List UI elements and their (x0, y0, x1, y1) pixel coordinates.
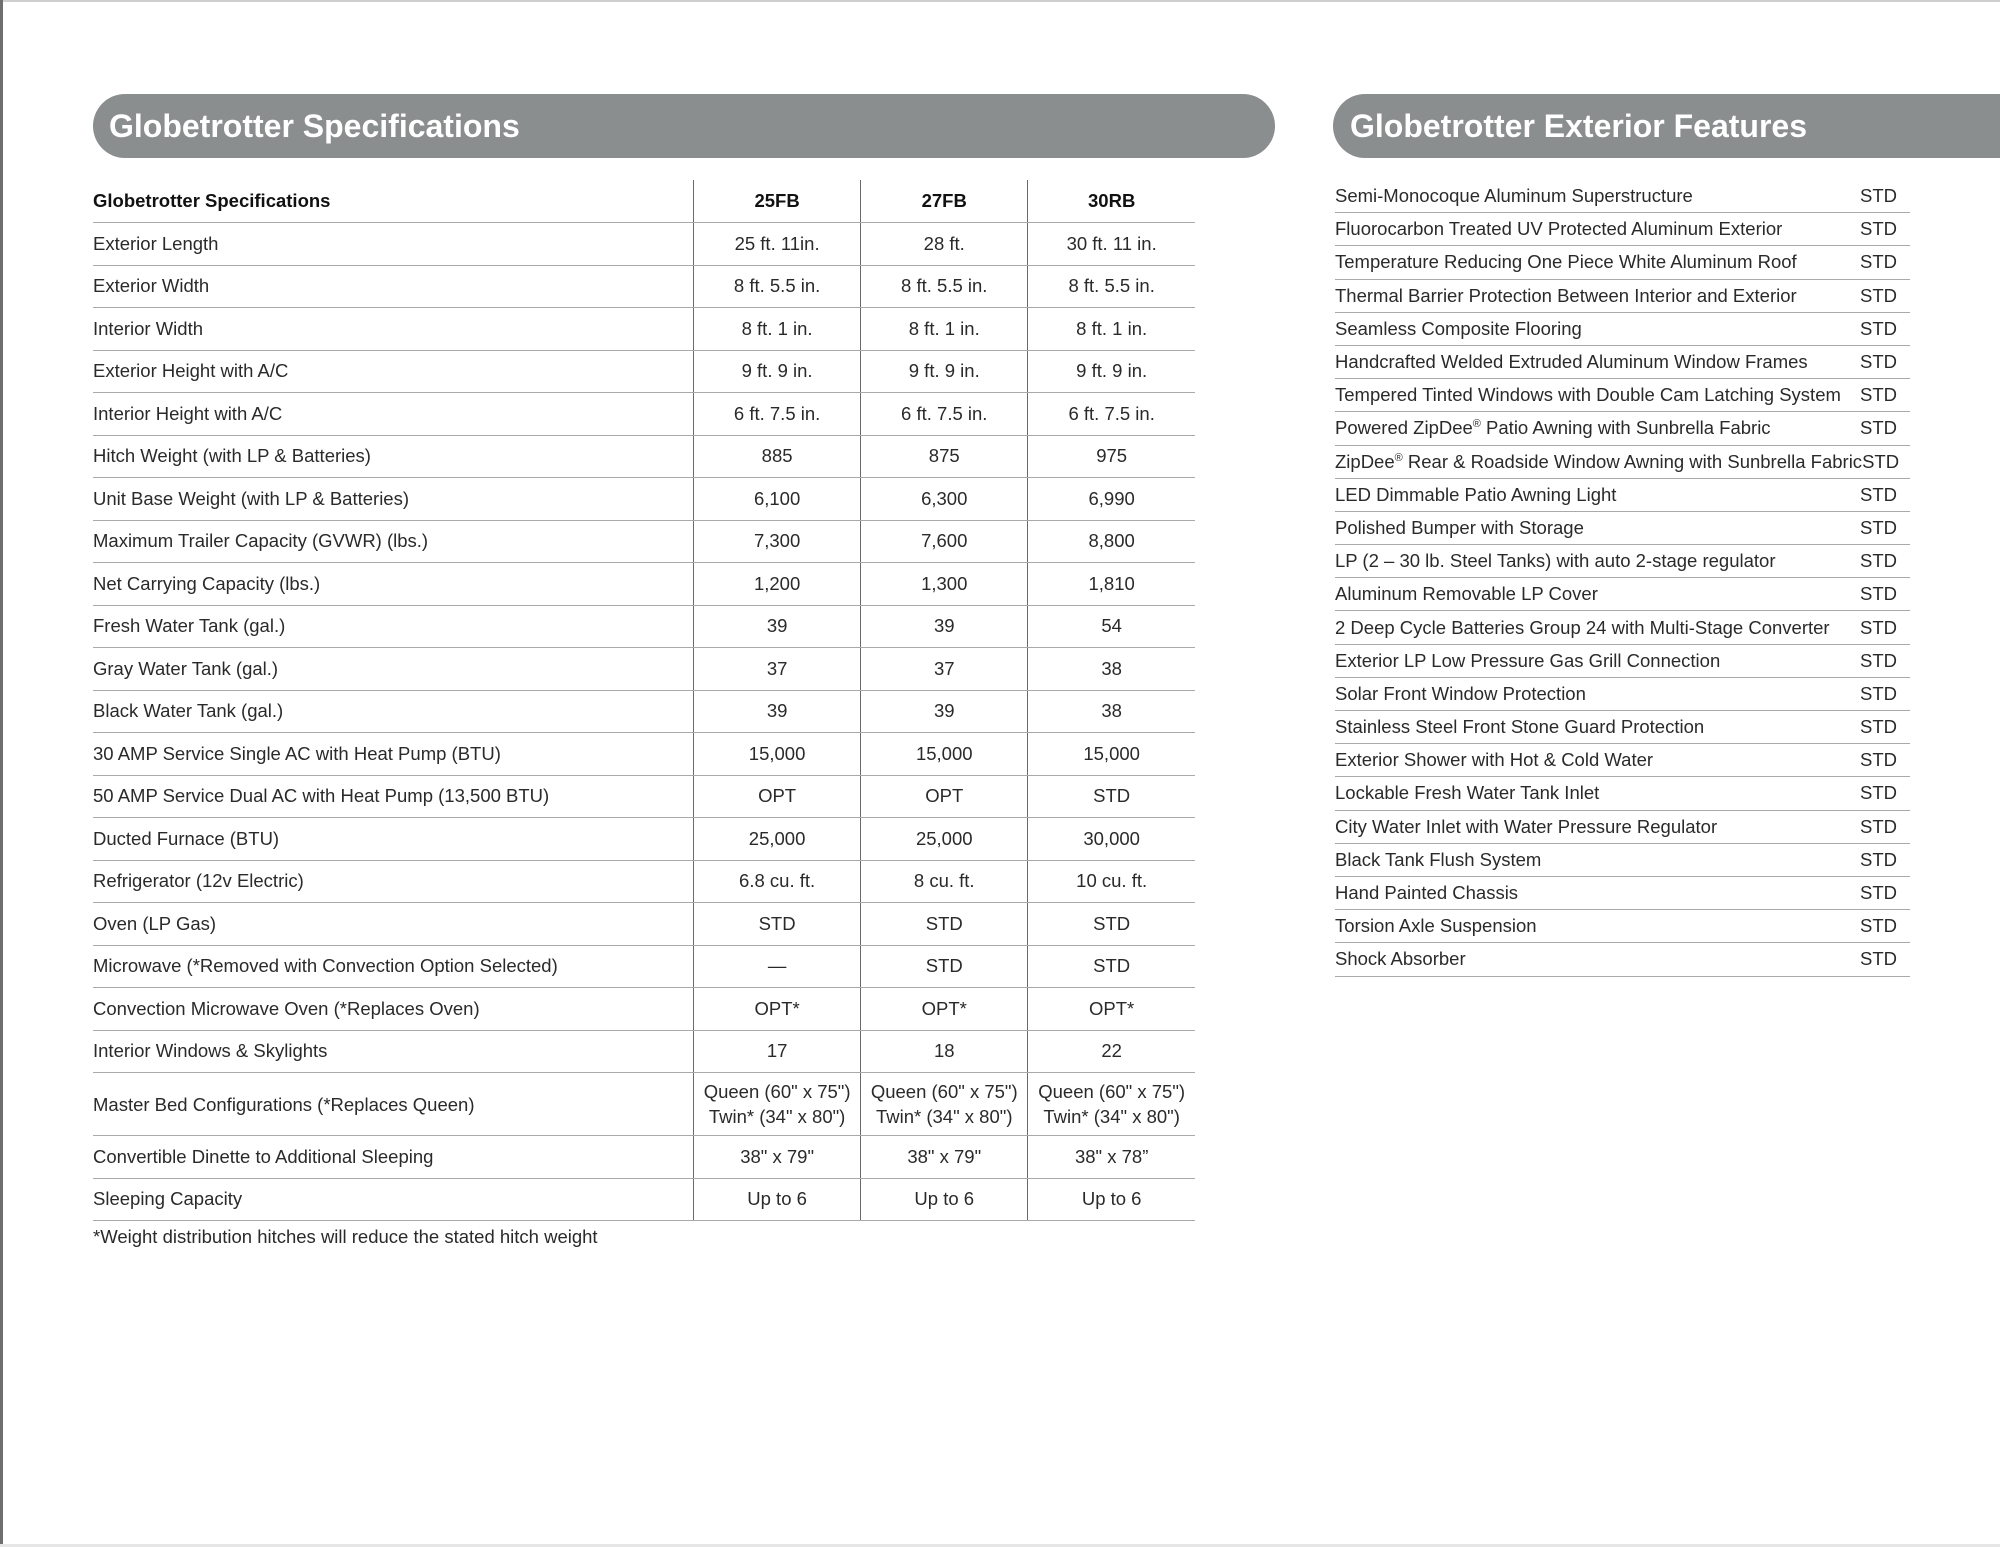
feature-label: Lockable Fresh Water Tank Inlet (1335, 782, 1600, 804)
feature-value: STD (1860, 749, 1897, 771)
row-value: 9 ft. 9 in. (1028, 350, 1195, 393)
feature-label: Thermal Barrier Protection Between Interior and Exterior (1335, 284, 1797, 306)
specifications-footnote: *Weight distribution hitches will reduce the stated hitch weight (93, 1226, 598, 1247)
table-row (93, 520, 1195, 563)
feature-label: LED Dimmable Patio Awning Light (1335, 483, 1617, 505)
table-row (93, 988, 1195, 1031)
row-label: Net Carrying Capacity (lbs.) (93, 563, 694, 606)
feature-value: STD (1860, 251, 1897, 273)
bed-option-line1: Queen (60" x 75") (1038, 1081, 1186, 1102)
row-label: Gray Water Tank (gal.) (93, 648, 694, 691)
feature-value: STD (1860, 218, 1897, 240)
row-value (861, 1073, 1028, 1136)
feature-row (1335, 512, 1910, 545)
row-value: OPT* (861, 988, 1028, 1031)
feature-label: City Water Inlet with Water Pressure Regulator (1335, 815, 1718, 837)
table-row (93, 733, 1195, 776)
feature-label: Torsion Axle Suspension (1335, 915, 1537, 937)
bed-option-line2: Twin* (34" x 80") (708, 1106, 846, 1127)
feature-value: STD (1860, 915, 1897, 937)
feature-value: STD (1860, 583, 1897, 605)
row-value: 22 (1028, 1030, 1195, 1073)
table-row (93, 1030, 1195, 1073)
feature-row (1335, 346, 1910, 379)
row-value: 39 (861, 605, 1028, 648)
row-value: OPT (694, 775, 861, 818)
table-row-bed-configurations (93, 1073, 1195, 1136)
row-value: 38 (1028, 690, 1195, 733)
feature-row (1335, 313, 1910, 346)
row-value: 6,300 (861, 478, 1028, 521)
row-value: 25,000 (694, 818, 861, 861)
feature-label: Temperature Reducing One Piece White Aluminum Roof (1335, 251, 1797, 273)
row-value: 37 (694, 648, 861, 691)
row-value: 18 (861, 1030, 1028, 1073)
row-value: 25 ft. 11in. (694, 223, 861, 266)
feature-row (1335, 545, 1910, 578)
row-value: 6 ft. 7.5 in. (861, 393, 1028, 436)
row-value: 30 ft. 11 in. (1028, 223, 1195, 266)
feature-label: Exterior LP Low Pressure Gas Grill Connection (1335, 649, 1721, 671)
table-row (93, 860, 1195, 903)
feature-label: Tempered Tinted Windows with Double Cam Latching System (1335, 384, 1841, 406)
feature-row (1335, 744, 1910, 777)
feature-row (1335, 479, 1910, 512)
feature-label: Hand Painted Chassis (1335, 882, 1519, 904)
bed-option-line1: Queen (60" x 75") (870, 1081, 1018, 1102)
row-label: Interior Width (93, 308, 694, 351)
feature-label: Polished Bumper with Storage (1335, 516, 1584, 538)
table-row (93, 393, 1195, 436)
feature-row (1335, 844, 1910, 877)
row-label: Refrigerator (12v Electric) (93, 860, 694, 903)
table-row (93, 223, 1195, 266)
feature-row (1335, 180, 1910, 213)
row-value: 6 ft. 7.5 in. (1028, 393, 1195, 436)
exterior-features-list (1335, 180, 1910, 977)
row-label: Unit Base Weight (with LP & Batteries) (93, 478, 694, 521)
feature-label: Fluorocarbon Treated UV Protected Aluminum Exterior (1335, 218, 1783, 240)
row-value: 6,990 (1028, 478, 1195, 521)
feature-label: Handcrafted Welded Extruded Aluminum Window Frames (1335, 351, 1808, 373)
bed-option-line2: Twin* (34" x 80") (875, 1106, 1013, 1127)
row-value: STD (861, 903, 1028, 946)
table-header-model: 27FB (861, 180, 1028, 223)
bed-option-line2: Twin* (34" x 80") (1043, 1106, 1180, 1127)
table-row (93, 690, 1195, 733)
row-value: 7,300 (694, 520, 861, 563)
row-value: 8 ft. 5.5 in. (1028, 265, 1195, 308)
feature-value: STD (1860, 716, 1897, 738)
row-label: Interior Height with A/C (93, 393, 694, 436)
feature-row (1335, 213, 1910, 246)
feature-value: STD (1860, 948, 1897, 970)
row-label: Microwave (*Removed with Convection Option Selected) (93, 945, 694, 988)
row-label: Hitch Weight (with LP & Batteries) (93, 435, 694, 478)
table-row (93, 775, 1195, 818)
specifications-section-title: Globetrotter Specifications (109, 108, 520, 144)
row-value: 38 (1028, 648, 1195, 691)
feature-row (1335, 578, 1910, 611)
table-header-model: 30RB (1028, 180, 1195, 223)
feature-label: Solar Front Window Protection (1335, 682, 1586, 704)
feature-row (1335, 910, 1910, 943)
row-label: 30 AMP Service Single AC with Heat Pump (BTU) (93, 733, 694, 776)
feature-row (1335, 280, 1910, 313)
row-value: — (694, 945, 861, 988)
row-value: 875 (861, 435, 1028, 478)
row-value: 38" x 79" (694, 1136, 861, 1179)
row-value: OPT* (694, 988, 861, 1031)
feature-row (1335, 645, 1910, 678)
row-value: Up to 6 (1028, 1178, 1195, 1221)
row-label: Exterior Length (93, 223, 694, 266)
row-value: 8 ft. 1 in. (1028, 308, 1195, 351)
feature-value: STD (1860, 384, 1897, 406)
row-value: 8 ft. 1 in. (694, 308, 861, 351)
row-value: 6.8 cu. ft. (694, 860, 861, 903)
table-row (93, 1178, 1195, 1221)
row-label: Fresh Water Tank (gal.) (93, 605, 694, 648)
feature-label: Black Tank Flush System (1335, 848, 1542, 870)
feature-row (1335, 678, 1910, 711)
row-value: 8 ft. 5.5 in. (861, 265, 1028, 308)
row-value: 54 (1028, 605, 1195, 648)
table-row (93, 265, 1195, 308)
feature-label: ZipDee® Rear & Roadside Window Awning with Sunbrella Fabric (1335, 450, 1863, 472)
feature-row (1335, 811, 1910, 844)
row-value: 25,000 (861, 818, 1028, 861)
row-label: Exterior Width (93, 265, 694, 308)
row-value (694, 1073, 861, 1136)
feature-value: STD (1860, 516, 1897, 538)
feature-label: Powered ZipDee® Patio Awning with Sunbrella Fabric (1335, 417, 1771, 439)
row-value: 39 (694, 690, 861, 733)
row-value: 15,000 (861, 733, 1028, 776)
row-label: Interior Windows & Skylights (93, 1030, 694, 1073)
feature-row (1335, 379, 1910, 412)
feature-label: Semi-Monocoque Aluminum Superstructure (1335, 185, 1693, 207)
row-value: 15,000 (1028, 733, 1195, 776)
row-label: Master Bed Configurations (*Replaces Queen) (93, 1073, 694, 1136)
table-row (93, 435, 1195, 478)
feature-value: STD (1860, 682, 1897, 704)
row-label: Oven (LP Gas) (93, 903, 694, 946)
feature-label: Shock Absorber (1335, 948, 1466, 970)
feature-row (1335, 877, 1910, 910)
row-value: 30,000 (1028, 818, 1195, 861)
row-value: 38" x 78” (1028, 1136, 1195, 1179)
row-value: 6,100 (694, 478, 861, 521)
row-value: 8 ft. 5.5 in. (694, 265, 861, 308)
table-row (93, 1136, 1195, 1179)
feature-row (1335, 943, 1910, 976)
feature-value: STD (1860, 649, 1897, 671)
row-value: 1,300 (861, 563, 1028, 606)
row-value: STD (1028, 903, 1195, 946)
row-label: Convection Microwave Oven (*Replaces Oven) (93, 988, 694, 1031)
row-value: 6 ft. 7.5 in. (694, 393, 861, 436)
row-value: 1,200 (694, 563, 861, 606)
feature-label: Seamless Composite Flooring (1335, 317, 1582, 339)
row-value (1028, 1073, 1195, 1136)
row-value: 37 (861, 648, 1028, 691)
table-row (93, 648, 1195, 691)
row-label: Convertible Dinette to Additional Sleeping (93, 1136, 694, 1179)
table-row (93, 350, 1195, 393)
feature-label: Aluminum Removable LP Cover (1335, 583, 1598, 605)
row-value: 9 ft. 9 in. (694, 350, 861, 393)
feature-value: STD (1862, 450, 1900, 472)
feature-value: STD (1860, 848, 1897, 870)
row-value: OPT (861, 775, 1028, 818)
row-value: 8,800 (1028, 520, 1195, 563)
specifications-section-header (93, 94, 1275, 158)
row-label: Exterior Height with A/C (93, 350, 694, 393)
feature-row (1335, 711, 1910, 744)
row-value: 10 cu. ft. (1028, 860, 1195, 903)
feature-row (1335, 777, 1910, 810)
feature-value: STD (1860, 351, 1897, 373)
row-value: STD (1028, 945, 1195, 988)
feature-label: Stainless Steel Front Stone Guard Protection (1335, 716, 1705, 738)
page-left-border (0, 0, 3, 1547)
table-row (93, 478, 1195, 521)
feature-value: STD (1860, 815, 1897, 837)
feature-value: STD (1860, 882, 1897, 904)
feature-value: STD (1860, 550, 1897, 572)
table-row (93, 308, 1195, 351)
row-value: 39 (861, 690, 1028, 733)
table-row (93, 563, 1195, 606)
feature-row (1335, 412, 1910, 445)
row-value: 8 cu. ft. (861, 860, 1028, 903)
row-label: Black Water Tank (gal.) (93, 690, 694, 733)
feature-label: Exterior Shower with Hot & Cold Water (1335, 749, 1654, 771)
table-header-model: 25FB (694, 180, 861, 223)
row-value: 8 ft. 1 in. (861, 308, 1028, 351)
row-value: 38" x 79" (861, 1136, 1028, 1179)
row-value: STD (1028, 775, 1195, 818)
row-label: Maximum Trailer Capacity (GVWR) (lbs.) (93, 520, 694, 563)
feature-row (1335, 611, 1910, 644)
row-value: 15,000 (694, 733, 861, 776)
table-row (93, 818, 1195, 861)
row-value: 17 (694, 1030, 861, 1073)
feature-value: STD (1860, 185, 1897, 207)
feature-value: STD (1860, 417, 1897, 439)
row-value: STD (861, 945, 1028, 988)
specifications-table (93, 180, 1195, 1221)
table-row (93, 903, 1195, 946)
page-top-border (0, 0, 2000, 2)
feature-value: STD (1860, 317, 1897, 339)
row-value: Up to 6 (861, 1178, 1028, 1221)
feature-value: STD (1860, 782, 1897, 804)
exterior-features-section-header (1333, 94, 2000, 158)
row-value: STD (694, 903, 861, 946)
feature-row (1335, 446, 1910, 479)
feature-label: 2 Deep Cycle Batteries Group 24 with Multi-Stage Converter (1335, 616, 1830, 638)
feature-value: STD (1860, 483, 1897, 505)
exterior-features-section-title: Globetrotter Exterior Features (1350, 108, 1807, 144)
row-label: Ducted Furnace (BTU) (93, 818, 694, 861)
specifications-table-body (93, 223, 1195, 1221)
row-value: 7,600 (861, 520, 1028, 563)
row-label: Sleeping Capacity (93, 1178, 694, 1221)
row-value: 28 ft. (861, 223, 1028, 266)
row-value: 9 ft. 9 in. (861, 350, 1028, 393)
feature-value: STD (1860, 284, 1897, 306)
row-value: 885 (694, 435, 861, 478)
feature-row (1335, 246, 1910, 279)
table-row (93, 945, 1195, 988)
table-row (93, 605, 1195, 648)
row-value: 39 (694, 605, 861, 648)
feature-label: LP (2 – 30 lb. Steel Tanks) with auto 2-stage regulator (1335, 550, 1776, 572)
row-value: Up to 6 (694, 1178, 861, 1221)
feature-value: STD (1860, 616, 1897, 638)
row-value: OPT* (1028, 988, 1195, 1031)
row-value: 1,810 (1028, 563, 1195, 606)
row-label: 50 AMP Service Dual AC with Heat Pump (13,500 BTU) (93, 775, 694, 818)
bed-option-line1: Queen (60" x 75") (703, 1081, 851, 1102)
table-header-row (93, 180, 1195, 223)
row-value: 975 (1028, 435, 1195, 478)
table-header-label: Globetrotter Specifications (93, 180, 694, 223)
